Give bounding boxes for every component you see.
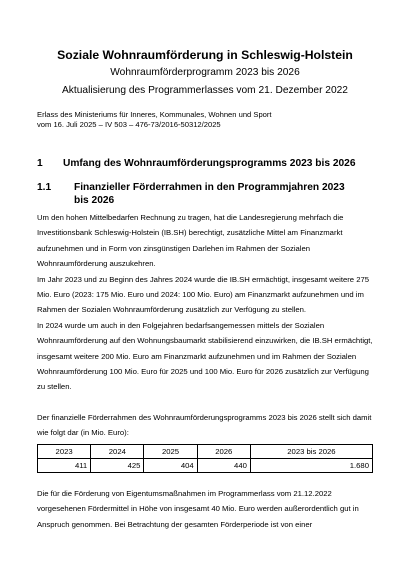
table-value-cell: 411 (38, 459, 91, 473)
table-value-cell: 404 (144, 459, 197, 473)
document-subtitle: Wohnraumförderprogramm 2023 bis 2026 (110, 67, 300, 78)
document-update-note: Aktualisierung des Programmerlasses vom 21. Dezember 2022 (62, 85, 348, 96)
decree-line-2: vom 16. Juli 2025 – IV 503 – 476-73/2016-50312/2025 (37, 120, 221, 130)
table-header-cell: 2026 (197, 445, 250, 459)
decree-line-1: Erlass des Ministeriums für Inneres, Kommunales, Wohnen und Sport (37, 110, 272, 119)
table-header-cell: 2023 (38, 445, 91, 459)
table-header-row (38, 445, 373, 459)
body-text-block-1 (37, 210, 373, 395)
section-1-1-heading (37, 182, 354, 207)
table-value-cell: 1.680 (250, 459, 372, 473)
table-header-cell: 2024 (91, 445, 144, 459)
section-1-1-number: 1.1 (37, 182, 52, 193)
paragraph-1: Um den hohen Mittelbedarfen Rechnung zu tragen, hat die Landesregierung mehrfach die Investitionsbank Schleswig-Holstein (IB.SH) berechtigt, zusätzliche Mittel am Finanzmarkt aufzunehmen und in Form von zinsgünstigen Darlehen im Rahmen der Sozialen Wohnraumförderung auszukehren. (37, 213, 344, 269)
table-value-row (38, 459, 373, 473)
table-header-cell: 2023 bis 2026 (250, 445, 372, 459)
paragraph-4: Der finanzielle Förderrahmen des Wohnraumförderungsprogramms 2023 bis 2026 stellt sich damit wie folgt dar (in Mio. Euro): (37, 413, 372, 438)
paragraph-2: Im Jahr 2023 und zu Beginn des Jahres 2024 wurde die IB.SH ermächtigt, insgesamt weitere 275 Mio. Euro (2023: 175 Mio. Euro und 2024: 100 Mio. Euro) am Finanzmarkt aufzunehmen und im Rahmen der Sozialen Wohnraumförderung zusätzlich zur Verfügung zu stellen. (37, 274, 370, 315)
paragraph-3: In 2024 wurde um auch in den Folgejahren bedarfsangemessen mittels der Sozialen Wohnraumförderung auf den Wohnungsbaumarkt stabilisierend einzuwirken, die IB.SH ermächtigt, insgesamt weitere 200 Mio. Euro am Finanzmarkt aufzunehmen und im Rahmen der Sozialen Wohnraumförderung 100 Mio. Euro für 2025 und 100 Mio. Euro für 2026 zusätzlich zur Verfügung zu stellen. (37, 320, 373, 392)
section-1-number: 1 (37, 158, 43, 169)
document-title: Soziale Wohnraumförderung in Schleswig-Holstein (57, 48, 353, 62)
decree-reference (37, 110, 390, 130)
funding-table (37, 444, 373, 473)
table-value-cell: 425 (91, 459, 144, 473)
table-value-cell: 440 (197, 459, 250, 473)
section-1-title: Umfang des Wohnraumförderungsprogramms 2023 bis 2026 (63, 158, 356, 169)
table-header-cell: 2025 (144, 445, 197, 459)
paragraph-5: Die für die Förderung von Eigentumsmaßnahmen im Programmerlass vom 21.12.2022 vorgesehenen Fördermittel in Höhe von insgesamt 40 Mio. Euro werden außerordentlich gut in Anspruch genommen. Bei Betrachtung der gesamten Förderperiode ist von einer (37, 489, 359, 529)
section-1-1-title: Finanzieller Förderrahmen in den Programmjahren 2023 bis 2026 (74, 182, 345, 206)
section-1-heading (37, 158, 356, 169)
